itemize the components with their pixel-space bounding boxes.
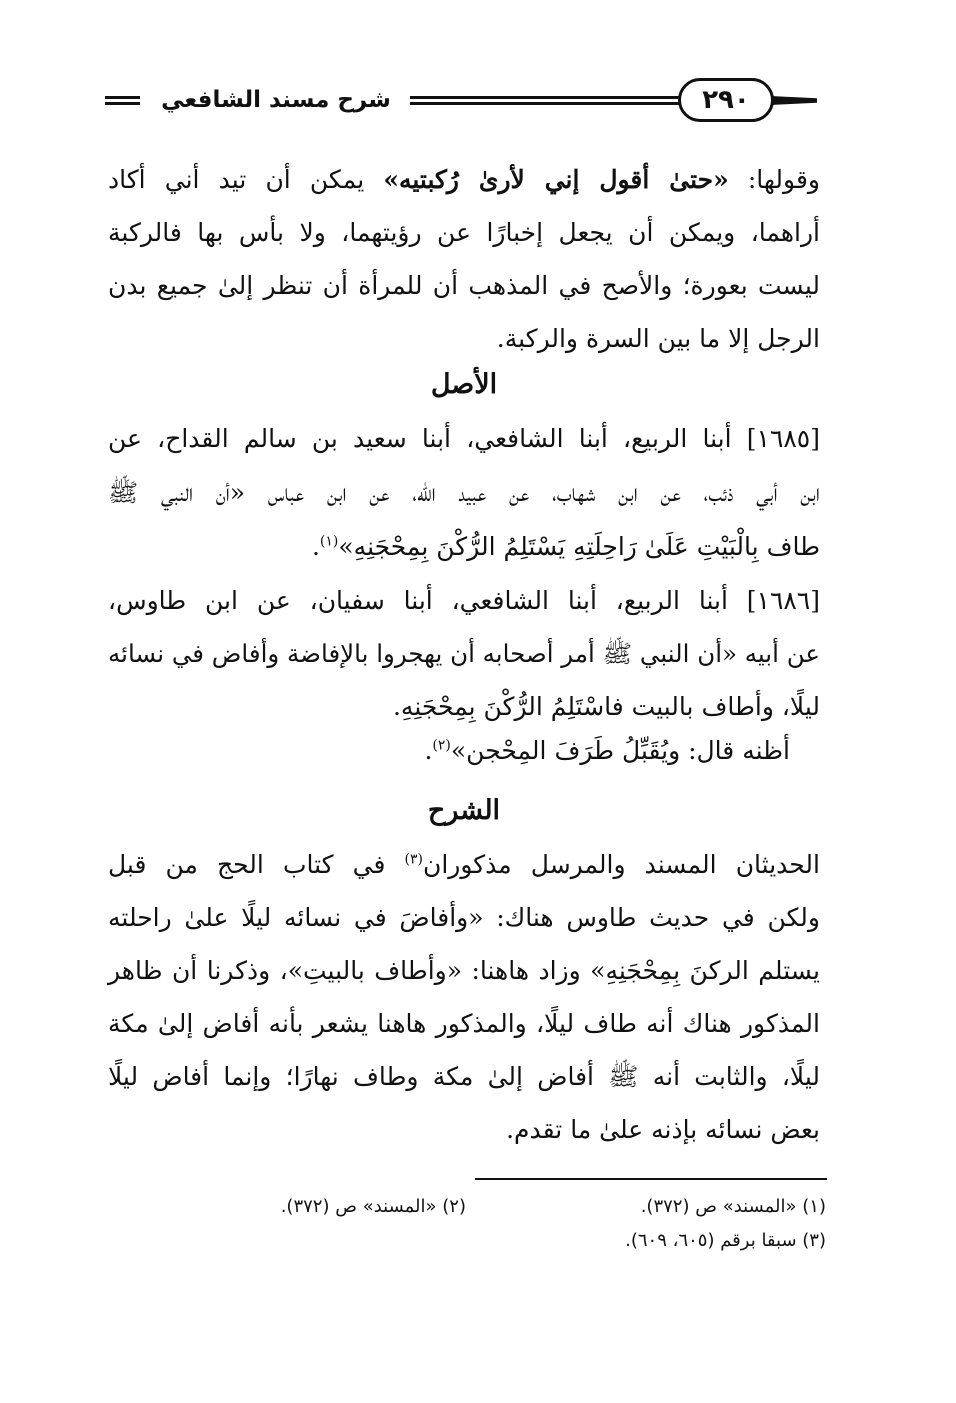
intro-line-2: أراهما، ويمكن أن يجعل إخبارًا عن رؤيتهما، ولا بأس بها فالركبة (108, 218, 820, 247)
punctuation: . (311, 532, 320, 561)
page-number-badge (678, 78, 774, 122)
sharh-line-3: يستلم الركنَ بِمِحْجَنِهِ» وزاد هاهنا: «وأطاف بالبيتِ»، وذكرنا أن ظاهر (108, 956, 820, 985)
intro-text: يمكن أن تيد أني أكاد (108, 165, 384, 194)
intro-line-4: الرجل إلا ما بين السرة والركبة. (496, 324, 820, 353)
footnote-3: (٣) سبقا برقم (٦٠٥، ٦٠٩). (625, 1230, 826, 1251)
commentary-text: الحديثان المسند والمرسل مذكوران (422, 850, 820, 879)
asl-line-7 (108, 724, 820, 777)
footnote-ref-3: (٣) (404, 851, 423, 868)
sharh-line-6: بعض نسائه بإذنه علىٰ ما تقدم. (506, 1115, 820, 1144)
page-number: ٢٩٠ (702, 85, 750, 115)
hadith-text: أظنه قال: ويُقَبِّلُ طَرَفَ المِحْجن» (450, 736, 790, 765)
sharh-line-4: المذكور هناك أنه طاف ليلًا، والمذكور هاهنا يشعر بأنه أفاض إلىٰ مكة (108, 1009, 820, 1038)
quoted-hadith: «حتىٰ أقول إني لأرىٰ رُكبتيه» (383, 165, 729, 194)
intro-line-1 (108, 153, 820, 206)
sharh-line-5: ليلًا، والثابت أنه ﷺ أفاض إلىٰ مكة وطاف نهارًا؛ وإنما أفاض ليلًا (108, 1062, 820, 1091)
book-title: شرح مسند الشافعي (161, 87, 391, 113)
section-heading-asl: الأصل (430, 369, 498, 400)
commentary-text: في كتاب الحج من قبل (108, 850, 405, 879)
sharh-line-1 (108, 838, 820, 891)
asl-line-5: عن أبيه «أن النبي ﷺ أمر أصحابه أن يهجروا بالإفاضة وأفاض في نسائه (108, 639, 820, 668)
running-header (105, 78, 817, 126)
footnote-separator (475, 1178, 827, 1180)
footnote-ref-1: (١) (319, 533, 339, 550)
footnote-ref-2: (٢) (432, 737, 451, 754)
intro-text: وقولها: (728, 165, 820, 194)
punctuation: . (424, 736, 433, 765)
footnote-1: (١) «المسند» ص (٣٧٢). (640, 1196, 826, 1217)
header-rule-end (770, 96, 817, 105)
asl-line-4: [١٦٨٦] أبنا الربيع، أبنا الشافعي، أبنا سفيان، عن ابن طاوس، (108, 586, 820, 615)
header-rule-left (105, 96, 140, 105)
sharh-line-2: ولكن في حديث طاوس هناك: «وأفاضَ في نسائه ليلًا علىٰ راحلته (108, 903, 820, 932)
asl-line-2: ابن أبي ذئب، عن ابن شهاب، عن عبيد الله، عن ابن عباس «أن النبي ﷺ (108, 478, 820, 507)
section-heading-sharh: الشرح (427, 795, 501, 826)
asl-line-6: ليلًا، وأطاف بالبيت فاسْتَلِمُ الرُّكْنَ بِمِحْجَنِهِ. (392, 692, 820, 721)
footnote-2: (٢) «المسند» ص (٣٧٢). (280, 1196, 466, 1217)
asl-line-1: [١٦٨٥] أبنا الربيع، أبنا الشافعي، أبنا سعيد بن سالم القداح، عن (108, 424, 820, 453)
asl-line-3 (108, 520, 820, 573)
intro-line-3: ليست بعورة؛ والأصح في المذهب أن للمرأة أن تنظر إلىٰ جميع بدن (108, 271, 820, 300)
hadith-text: طاف بِالْبَيْتِ عَلَىٰ رَاحِلَتِهِ يَسْتَلِمُ الرُّكْنَ بِمِحْجَنِهِ» (338, 532, 820, 561)
